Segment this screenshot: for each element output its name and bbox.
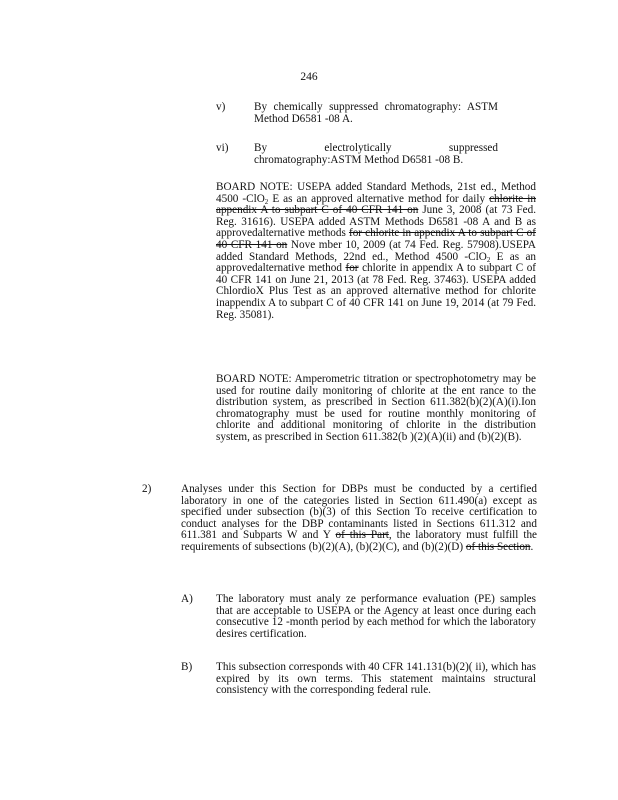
item-2-struck-b: of this Section <box>465 540 531 553</box>
board-note-2: BOARD NOTE: Amperometric titration or spectrophotometry may be used for routine daily monitoring of chlorite at the ent rance to the distribution system, as prescribed in Section 611.382(b)(2)(A)(i).Ion chromatography must be used for routine monthly monitoring of chlorite and additional monitoring of chlorite in the distribution system, as prescribed in Section 611.382(b )(2)(A)(ii) and (b)(2)(B). <box>216 373 536 443</box>
note1-struck-b: for chlorite in appendix A to subpart C of 40 CFR 141 on <box>216 227 537 251</box>
note1-struck-c: for <box>345 262 359 275</box>
item-2-text-a: Analyses under this Section for DBPs must be conducted by a certified laboratory in one of the categories listed in Section 611.490(a) except as specified under subsection (b)(3) of this Section To receive certification to conduct analyses for the DBP contaminants listed in Sections 611.312 and 611.381 and Subparts W and Y <box>181 483 537 542</box>
item-a-text: The laboratory must analy ze performance evaluation (PE) samples that are acceptable to USEPA or the Agency at least once during each consecutive 12 -month period by each method for which the laboratory desires certification. <box>216 593 536 640</box>
note1-text-e: E as an approvedalternative method <box>216 250 537 275</box>
note1-subscript-b: 2 <box>486 255 491 264</box>
note1-text-b: E as an approved alternative method for daily <box>272 192 486 205</box>
item-2-text-c: . <box>530 540 534 553</box>
item-v-text: By chemically suppressed chromatography: ASTM Method D6581 -08 A. <box>254 101 498 125</box>
note1-subscript-a: 2 <box>264 197 269 206</box>
item-vi-label: vi) <box>216 142 229 154</box>
note1-struck-a: chlorite in appendix A to subpart C of 40 CFR 141 on <box>216 192 536 217</box>
note1-text-f: chlorite in appendix A to subpart C of 40 CFR 141 on June 21, 2013 (at 78 Fed. Reg. 37463). USEPA added ChlordioX Plus Test as an approved alternative method for chlorite inappendix A to subpart C of 40 CFR 141 on June 19, 2014 (at 79 Fed. Reg. 35081). <box>216 262 537 321</box>
item-b-text: This subsection corresponds with 40 CFR 141.131(b)(2)( ii), which has expired by its own terms. This statement maintains structural consistency with the corresponding federal rule. <box>216 661 536 697</box>
note1-text-d: Nove mber 10, 2009 (at 74 Fed. Reg. 57908).USEPA added Standard Methods, 22nd ed., Method 4500 -ClO <box>216 238 536 263</box>
item-2-text <box>181 484 537 554</box>
item-2-label: 2) <box>142 483 152 495</box>
item-2-text-b: , the laboratory must fulfill the requirements of subsections (b)(2)(A), (b)(2)(C), and (b)(2)(D) <box>181 529 538 553</box>
page-number: 246 <box>300 71 318 83</box>
note1-text-c: June 3, 2008 (at 73 Fed. Reg. 31616). USEPA added ASTM Methods D6581 -08 A and B as approvedalternative methods <box>216 204 537 240</box>
note1-text-a: BOARD NOTE: USEPA added Standard Methods, 21st ed., Method 4500 -ClO <box>216 181 536 205</box>
board-note-1 <box>216 182 536 321</box>
item-v-label: v) <box>216 101 226 113</box>
item-b-label: B) <box>181 661 193 673</box>
item-vi-text: By electrolytically suppressed chromatography:ASTM Method D6581 -08 B. <box>254 142 498 166</box>
item-2-struck-a: of this Part <box>335 529 389 542</box>
item-a-label: A) <box>181 593 193 605</box>
